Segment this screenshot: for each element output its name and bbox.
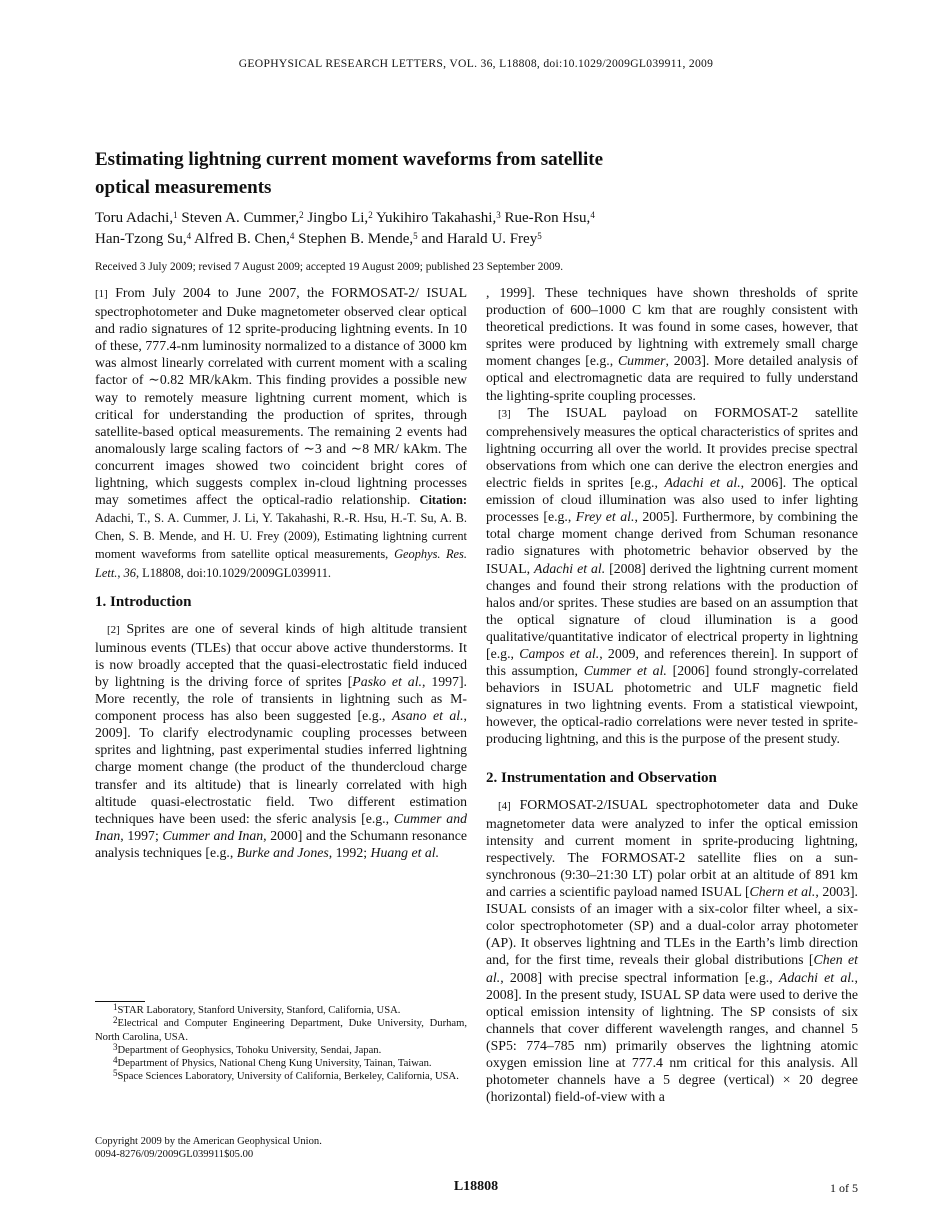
title-line-1: Estimating lightning current moment waveforms from satellite [95, 149, 603, 170]
reference-link[interactable]: Cummer [617, 353, 666, 369]
author-affiliation: 4 [289, 231, 295, 241]
citation-label: Citation: [419, 493, 467, 508]
author-affiliation: 5 [413, 231, 418, 241]
author-name: and Harald U. Frey [421, 231, 538, 247]
text-span: , 2008] with precise spectral information [e.g., [500, 969, 779, 985]
section-heading-instrumentation: 2. Instrumentation and Observation [486, 769, 717, 786]
received-dates: Received 3 July 2009; revised 7 August 2009; accepted 19 August 2009; published 23 September 2009. [95, 261, 564, 273]
reference-link[interactable]: Frey et al. [575, 509, 635, 525]
footnote-item [95, 1070, 467, 1083]
paragraph-2-continued [486, 284, 858, 404]
author-affiliation: 4 [186, 231, 192, 241]
paragraph-number: [3] [498, 407, 511, 420]
author-line-1 [95, 208, 835, 229]
footnote-number: 5 [113, 1068, 118, 1079]
citation-tail: , L18808, doi:10.1029/2009GL039911. [135, 565, 331, 580]
text-span: FORMOSAT-2/ISUAL spectrophotometer data and Duke magnetometer data were analyzed to infer the optical emission intensity and current moment in sprite-producing lightning, respectively. The FORMOSAT-2 satellite flies on a sun-synchronous (9:30–21:30 LT) polar orbit at an altitude of 891 km and carries a scientific payload named ISUAL [ [486, 796, 859, 900]
footnote-text: Space Sciences Laboratory, University of California, Berkeley, California, USA. [117, 1071, 459, 1083]
author-name: Han-Tzong Su, [95, 231, 187, 247]
author-affiliation: 2 [368, 210, 373, 220]
copyright-notice [95, 1135, 467, 1161]
right-column [486, 284, 858, 1105]
footnote-number: 4 [113, 1055, 118, 1066]
author-name: Alfred B. Chen, [194, 231, 290, 247]
text-span: , 2000] and the Schumann resonance analysis techniques [e.g., [95, 827, 468, 860]
text-span: , 2009]. To clarify electrodynamic coupling processes between sprites and lightning, past experimental studies inferred lightning charge moment change (the product of the thundercloud charge transfer and its altitude) that is linearly correlated with high altitude quasi-electrostatic field. Two different estimation techniques have been used: the sferic analysis [e.g., [95, 708, 467, 826]
text-span: , 2009, and references therein]. In support of this assumption, [486, 645, 858, 679]
footnote-item [95, 1057, 467, 1070]
footnote-item [95, 1004, 467, 1017]
text-span: The ISUAL payload on FORMOSAT-2 satellite comprehensively measures the optical characteristics of sprites and lightning occurring all over the world. It provides precise spectral observations from which one can derive the electron energies and electric fields in sprites [e.g., [486, 404, 858, 491]
text-span: , 1997]. More recently, the role of transients in lightning such as M-component process has also been suggested [e.g., [95, 673, 467, 724]
reference-link[interactable]: Adachi et al. [778, 969, 855, 985]
author-affiliation: 3 [496, 210, 501, 220]
paragraph-number: [4] [498, 799, 511, 812]
paragraph-2 [95, 620, 467, 861]
text-span: , 1997; [120, 827, 163, 843]
footnote-text: Department of Physics, National Cheng Kung University, Tainan, Taiwan. [117, 1058, 432, 1070]
footnote-number: 3 [113, 1041, 118, 1052]
reference-link[interactable]: Campos et al. [519, 645, 600, 661]
abstract-text: From July 2004 to June 2007, the FORMOSAT-2/ ISUAL spectrophotometer and Duke magnetometer observed clear optical and radio signatures of 12 sprite-producing lightning events. In 10 of these, 777.4-nm luminosity normalized to a distance of 3000 km was almost linearly correlated with current moment with a scaling factor of ∼0.82 MR/kAkm. This finding provides a possible new way to remotely measure lightning current moment, which is critical for understanding the production of sprites, through satellite-based optical measurements. The remaining 2 events had anomalously large scaling factors of ∼3 and ∼8 MR/ kAkm. The concurrent images showed two coincident bright cores of lightning, which suggests complex in-cloud lightning processes may sometimes affect the optical-radio relationship. [95, 285, 467, 508]
reference-link[interactable]: Adachi et al. [664, 475, 741, 491]
reference-link[interactable]: Burke and Jones [236, 844, 329, 860]
text-span: , 1992; [328, 844, 371, 860]
abstract-paragraph: [1] From July 2004 to June 2007, the FORMOSAT-2/ ISUAL spectrophotometer and Duke magnetometer observed clear optical and radio signatures of 12 sprite-producing lightning events. In 10 of these, 777.4-nm luminosity normalized to a distance of 3000 km was almost linearly correlated with current moment with a scaling factor of ∼0.82 MR/kAkm. This finding provides a possible new way to remotely measure lightning current moment, which is critical for understanding the production of sprites, through satellite-based optical measurements. The remaining 2 events had anomalously large scaling factors of ∼3 and ∼8 MR/ kAkm. The concurrent images showed two coincident bright cores of lightning, which suggests complex in-cloud lightning processes may sometimes affect the optical-radio relationship. Citation: Adachi, T., S. A. Cummer, J. Li, Y. Takahashi, R.-R. Hsu, H.-T. Su, A. B. Chen, S. B. Mende, and H. U. Frey (2009), Estimating lightning current moment waveforms from satellite optical measurements, Geophys. Res. Lett., 36, L18808, doi:10.1029/2009GL039911. [95, 285, 467, 580]
author-line-2 [95, 229, 835, 250]
footnote-number: 2 [113, 1015, 118, 1026]
text-span: , 2006]. The optical emission of cloud illumination was also used to infer lighting processes [e.g., [486, 475, 858, 525]
affiliation-footnotes [95, 1004, 467, 1084]
section-heading-introduction: 1. Introduction [95, 593, 192, 610]
footnote-text: Department of Geophysics, Tohoku University, Sendai, Japan. [117, 1044, 382, 1056]
copyright-line: Copyright 2009 by the American Geophysical Union. [95, 1136, 322, 1147]
footnote-text: STAR Laboratory, Stanford University, Stanford, California, USA. [117, 1005, 401, 1016]
text-span: , 2005]. Furthermore, by combining the total charge moment change derived from Schuman resonance radio signatures with photometric behavior observed by the ISUAL, [486, 509, 858, 576]
author-name: Toru Adachi, [95, 210, 174, 226]
reference-link[interactable]: Pasko et al. [352, 673, 422, 689]
author-list [95, 208, 835, 250]
author-affiliation: 2 [299, 210, 304, 220]
text-span: , 2008]. In the present study, ISUAL SP data were used to derive the optical emission intensity of lightning. The SP consists of six channels that cover different wavelength ranges, and channel 5 (SP5: 774–785 nm) primarily observes the lightning atomic oxygen emission line at 777.4 nm critical for this analysis. All photometer channels have a 5 degree (vertical) × 20 degree (horizontal) field-of-view with a [486, 969, 858, 1105]
reference-link[interactable]: Chen et al. [486, 952, 858, 985]
paragraph-number: [1] [95, 288, 108, 300]
footnote-item [95, 1017, 467, 1044]
reference-link[interactable]: Huang et al. [370, 844, 440, 860]
footnote-divider [95, 1001, 145, 1002]
citation-volume: 36 [123, 565, 136, 580]
citation-journal: Geophys. Res. Lett. [95, 547, 467, 580]
author-affiliation: 1 [173, 210, 178, 220]
reference-link[interactable]: Cummer and Inan [162, 827, 264, 843]
text-span: [2008] derived the lightning current moment changes and found their strong relations with the production of halos and/or sprites. These studies are based on an assumption that the optical signature of cloud illumination is a good qualitative/quantitative indicator of electrical property in lightning [e.g., [486, 560, 858, 661]
citation-text: Adachi, T., S. A. Cummer, J. Li, Y. Takahashi, R.-R. Hsu, H.-T. Su, A. B. Chen, S. B. Mende, and H. U. Frey (2009), Estimating lightning current moment waveforms from satellite optical measurements, [95, 511, 467, 562]
footnote-number: 1 [113, 1002, 118, 1012]
reference-link[interactable]: Asano et al. [391, 708, 464, 724]
footnote-item [95, 1041, 467, 1057]
reference-link[interactable]: Cummer and Inan [95, 810, 467, 843]
author-name: Jingbo Li, [307, 210, 369, 226]
text-span: Sprites are one of several kinds of high altitude transient luminous events (TLEs) that occur above active thunderstorms. It is now broadly accepted that the quasi-electrostatic field induced by lightning is the driving force of sprites [ [95, 620, 467, 689]
article-id-footer: L18808 [453, 1179, 499, 1194]
author-name: Steven A. Cummer, [181, 210, 300, 226]
paragraph-3 [486, 404, 858, 748]
text-span: [2006] found strongly-correlated behaviors in ISUAL photometric and ULF magnetic field signatures in two lightning events. From a statistical viewpoint, however, the optical-radio correlations were never tested in sprite-producing lightning, and this is the purpose of the present study. [486, 663, 859, 747]
footnote-text: Electrical and Computer Engineering Department, Duke University, Durham, North Carolina, USA. [95, 1018, 467, 1043]
paragraph-4 [486, 796, 858, 1106]
text-span: , 2003]. ISUAL consists of an imager with a six-color filter wheel, a six-color spectrophotometer (SP) and a dual-color array photometer (AP). It observes lightning and TLEs in the Earth’s limb direction and, for the first time, reveals their global distributions [ [486, 884, 858, 968]
journal-header: GEOPHYSICAL RESEARCH LETTERS, VOL. 36, L18808, doi:10.1029/2009GL039911, 2009 [238, 57, 714, 70]
author-affiliation: 4 [590, 210, 595, 220]
paragraph-number: [2] [107, 623, 120, 636]
text-span: , 2003]. More detailed analysis of optical and electromagnetic data are required to fully understand the lighting-sprite coupling processes. [486, 353, 858, 403]
title-line-2: optical measurements [95, 177, 272, 198]
reference-link[interactable]: Adachi et al. [534, 560, 606, 576]
author-name: Yukihiro Takahashi, [375, 210, 497, 226]
left-column [95, 284, 467, 861]
author-affiliation: 5 [537, 231, 542, 241]
author-name: Rue-Ron Hsu, [504, 210, 591, 226]
reference-link[interactable]: Chern et al. [749, 884, 816, 900]
reference-link[interactable]: Cummer et al. [583, 663, 667, 679]
article-title [95, 146, 815, 202]
issn-line: 0094-8276/09/2009GL039911$05.00 [95, 1149, 254, 1160]
author-name: Stephen B. Mende, [298, 231, 414, 247]
text-span: , 1999]. These techniques have shown thresholds of sprite production of 600–1000 C km that are roughly consistent with theoretical predictions. It was found in some cases, however, that sprites were produced by lightning with extremely small charge moment changes [e.g., [486, 285, 858, 369]
page-number: 1 of 5 [830, 1181, 858, 1195]
